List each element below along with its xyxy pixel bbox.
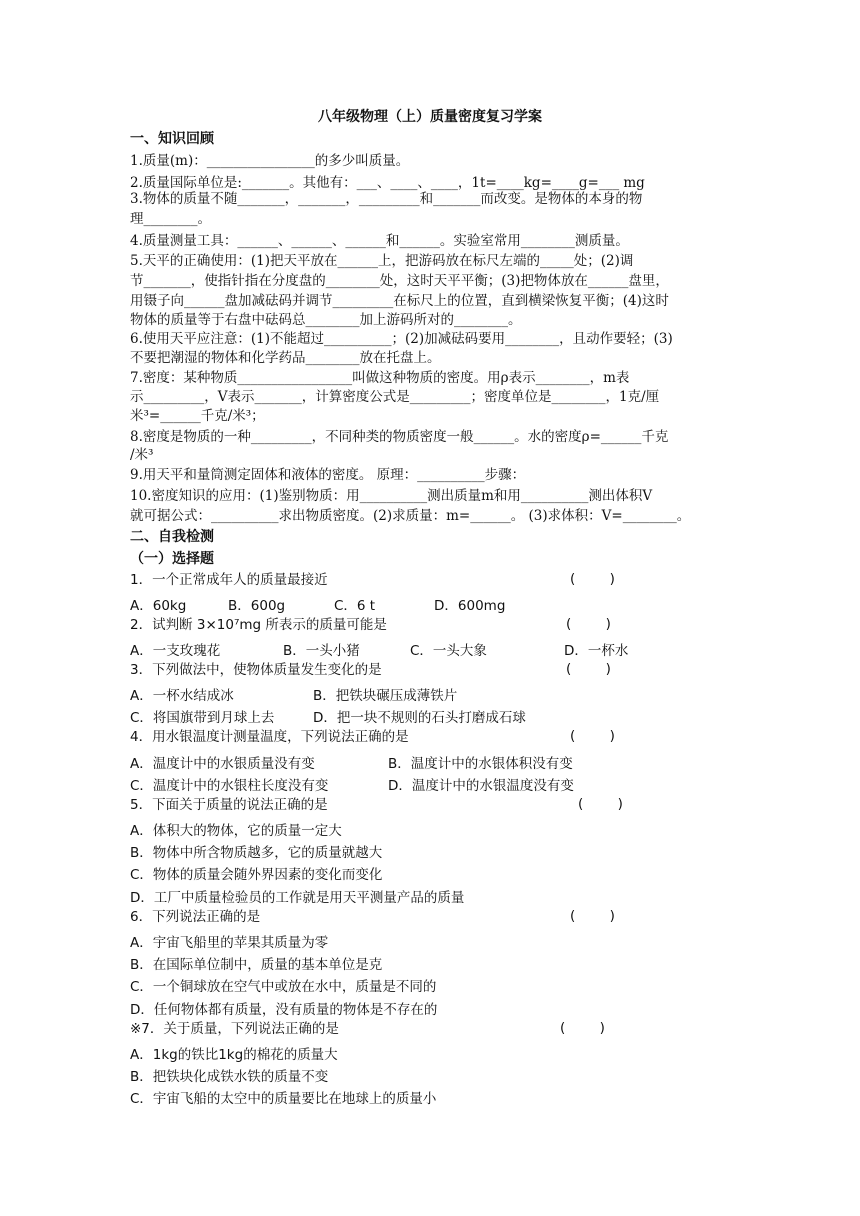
review-line: 米³=______千克/米³；	[130, 408, 265, 424]
option: A．宇宙飞船里的苹果其质量为零	[130, 935, 329, 951]
section-heading-choice: （一）选择题	[130, 551, 214, 567]
answer-parentheses: ( )	[566, 616, 611, 632]
option: C．温度计中的水银柱长度没有变	[130, 778, 329, 794]
review-line: 9.用天平和量筒测定固体和液体的密度。 原理：__________步骤：	[130, 467, 526, 483]
review-line: 5.天平的正确使用：(1)把天平放在______上，把游码放在标尺左端的_____处；(2)调	[130, 253, 634, 269]
review-line: 10.密度知识的应用：(1)鉴别物质：用__________测出质量m和用__________测出体积V	[130, 488, 653, 504]
question-stem: 6．下列说法正确的是	[130, 909, 261, 925]
option: C．宇宙飞船的太空中的质量要比在地球上的质量小	[130, 1091, 437, 1107]
answer-parentheses: ( )	[570, 728, 615, 744]
question-stem: 1．一个正常成年人的质量最接近	[130, 572, 328, 588]
option: A．60kg	[130, 598, 187, 614]
question-stem: ※7．关于质量，下列说法正确的是	[130, 1021, 339, 1037]
review-line: /米³	[130, 447, 154, 463]
section-heading-review: 一、知识回顾	[130, 131, 214, 147]
option: A．一支玫瑰花	[130, 643, 221, 659]
option: D．600mg	[434, 598, 506, 614]
review-line: 就可据公式：__________求出物质密度。(2)求质量：m=______。 (3)求体积：V=________。	[130, 508, 691, 524]
option: A．1kg的铁比1kg的棉花的质量大	[130, 1047, 338, 1063]
review-line: 7.密度：某种物质_________________叫做这种物质的密度。用ρ表示________，m表	[130, 370, 630, 386]
option: B．一头小猪	[283, 643, 360, 659]
option: A．一杯水结成冰	[130, 688, 234, 704]
page-title: 八年级物理（上）质量密度复习学案	[318, 109, 542, 125]
option: A．温度计中的水银质量没有变	[130, 756, 315, 772]
option: D．工厂中质量检验员的工作就是用天平测量产品的质量	[130, 890, 465, 906]
option: B．在国际单位制中，质量的基本单位是克	[130, 957, 383, 973]
option: B．温度计中的水银体积没有变	[388, 756, 573, 772]
answer-parentheses: ( )	[566, 661, 611, 677]
answer-parentheses: ( )	[560, 1020, 605, 1036]
review-line: 示_________，V表示_______，计算密度公式是_________；密度单位是________，1克/厘	[130, 389, 660, 405]
option: C．将国旗带到月球上去	[130, 710, 275, 726]
review-line: 用镊子向______盘加减砝码并调节_________在标尺上的位置，直到横梁恢复平衡；(4)这时	[130, 293, 669, 309]
option: B．物体中所含物质越多，它的质量就越大	[130, 845, 383, 861]
option: C．一头大象	[410, 643, 487, 659]
review-line: 理________。	[130, 211, 211, 227]
option: C．一个铜球放在空气中或放在水中，质量是不同的	[130, 979, 437, 995]
answer-parentheses: ( )	[570, 908, 615, 924]
option: D．一杯水	[564, 643, 629, 659]
review-line: 1.质量(m)：________________的多少叫质量。	[130, 153, 410, 169]
option: C．6 t	[334, 598, 376, 614]
question-stem: 5．下面关于质量的说法正确的是	[130, 797, 328, 813]
option: D．把一块不规则的石头打磨成石球	[313, 710, 526, 726]
option: B．把铁块碾压成薄铁片	[313, 688, 458, 704]
review-line: 6.使用天平应注意：(1)不能超过__________；(2)加减砝码要用________，且动作要轻；(3)	[130, 331, 673, 347]
review-line: 8.密度是物质的一种_________，不同种类的物质密度一般______。水的密度ρ=______千克	[130, 429, 669, 445]
option: D．任何物体都有质量，没有质量的物体是不存在的	[130, 1002, 438, 1018]
option: A．体积大的物体，它的质量一定大	[130, 823, 342, 839]
question-stem: 3．下列做法中，使物体质量发生变化的是	[130, 662, 382, 678]
review-line: 2.质量国际单位是:_______。其他有：___、____、____，1t=____kg=____g=___ mg	[130, 175, 645, 191]
option: B．把铁块化成铁水铁的质量不变	[130, 1069, 329, 1085]
answer-parentheses: ( )	[570, 571, 615, 587]
option: B．600g	[228, 598, 286, 614]
review-line: 4.质量测量工具：______、______、______和______。实验室常用________测质量。	[130, 233, 629, 249]
review-line: 物体的质量等于右盘中砝码总________加上游码所对的________。	[130, 312, 522, 328]
review-line: 3.物体的质量不随_______，_______，_________和_______而改变。是物体的本身的物	[130, 191, 643, 207]
question-stem: 4．用水银温度计测量温度，下列说法正确的是	[130, 729, 409, 745]
review-line: 不要把潮湿的物体和化学药品________放在托盘上。	[130, 350, 441, 366]
option: C．物体的质量会随外界因素的变化而变化	[130, 867, 383, 883]
question-stem: 2．试判断 3×10⁷mg 所表示的质量可能是	[130, 617, 387, 633]
section-heading-selfcheck: 二、自我检测	[130, 529, 214, 545]
answer-parentheses: ( )	[578, 796, 623, 812]
option: D．温度计中的水银温度没有变	[388, 778, 574, 794]
review-line: 节_______，使指针指在分度盘的________处，这时天平平衡；(3)把物体放在______盘里，	[130, 273, 669, 289]
